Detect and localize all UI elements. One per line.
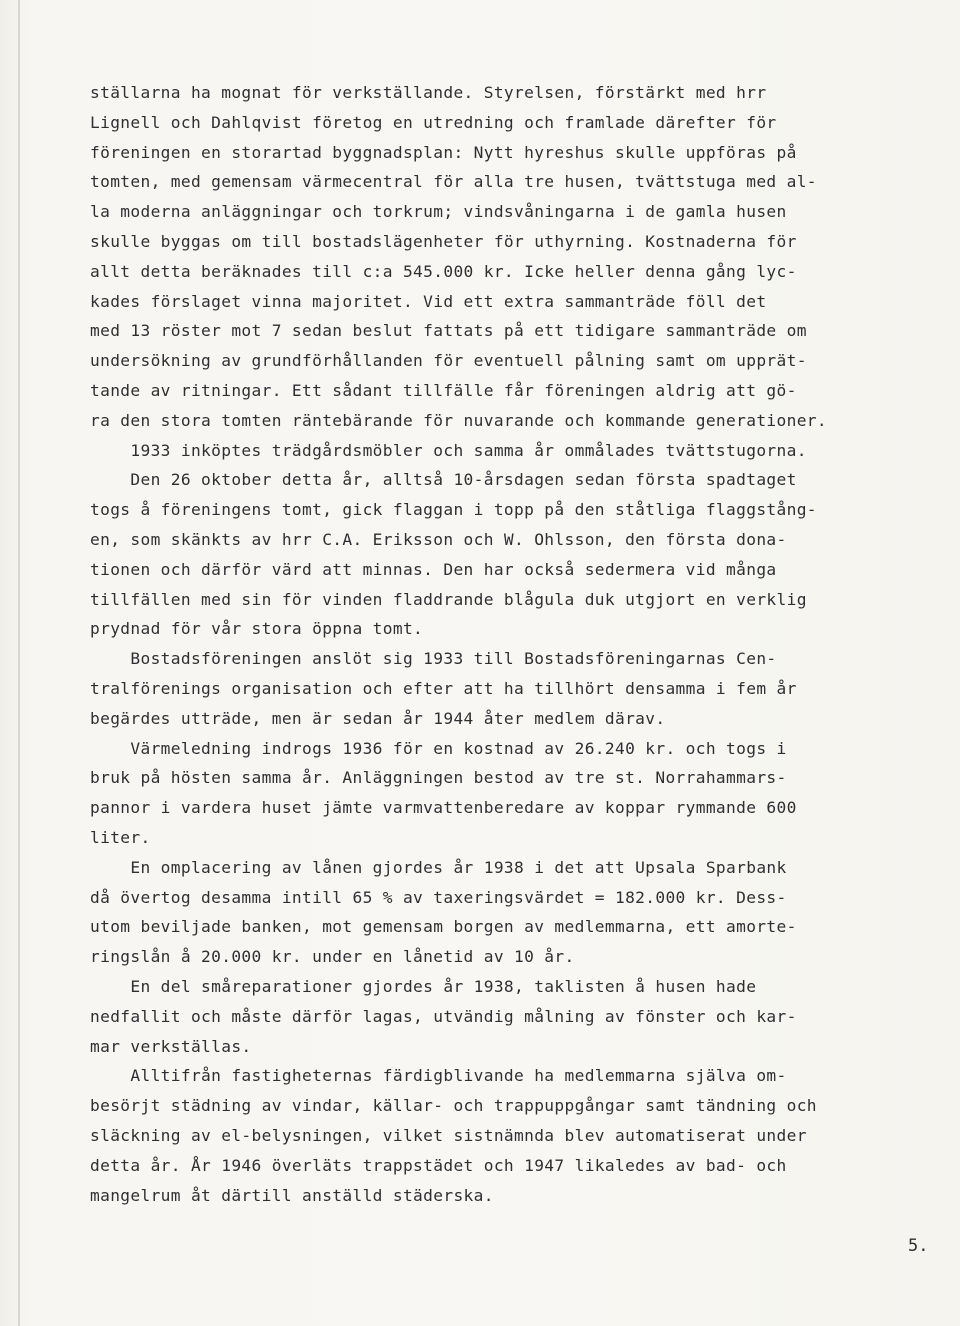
text-line: en, som skänkts av hrr C.A. Eriksson och W. Ohlsson, den första dona- [90, 530, 787, 549]
text-line: ringslån å 20.000 kr. under en lånetid av 10 år. [90, 947, 575, 967]
text-line: mar verkställas. [90, 1036, 252, 1056]
text-line: mangelrum åt därtill anställd städerska. [90, 1185, 494, 1205]
text-line: släckning av el-belysningen, vilket sistnämnda blev automatiserat under [90, 1126, 807, 1145]
text-line: tralförenings organisation och efter att ha tillhört densamma i fem år [90, 679, 797, 698]
text-line: prydnad för vår stora öppna tomt. [90, 619, 424, 639]
text-line: undersökning av grundförhållanden för eventuell pålning samt om upprät- [90, 351, 807, 371]
text-line: skulle byggas om till bostadslägenheter för uthyrning. Kostnaderna för [90, 232, 797, 251]
text-line: begärdes utträde, men är sedan år 1944 åter medlem därav. [90, 708, 666, 728]
text-line: Bostadsföreningen anslöt sig 1933 till Bostadsföreningarnas Cen- [90, 649, 777, 669]
text-line: föreningen en storartad byggnadsplan: Nytt hyreshus skulle uppföras på [90, 142, 797, 162]
text-line: detta år. År 1946 överläts trappstädet och 1947 likaledes av bad- och [90, 1155, 787, 1175]
text-line: nedfallit och måste därför lagas, utvändig målning av fönster och kar- [90, 1006, 797, 1026]
text-line: allt detta beräknades till c:a 545.000 kr. Icke heller denna gång lyc- [90, 261, 797, 281]
text-line: En omplacering av lånen gjordes år 1938 i det att Upsala Sparbank [90, 857, 787, 877]
text-line: ra den stora tomten räntebärande för nuvarande och kommande generationer. [90, 410, 827, 430]
text-line: då övertog desamma intill 65 % av taxeringsvärdet = 182.000 kr. Dess- [90, 887, 787, 907]
text-line: kades förslaget vinna majoritet. Vid ett extra sammanträde föll det [90, 291, 767, 311]
text-line: tomten, med gemensam värmecentral för alla tre husen, tvättstuga med al- [90, 172, 817, 192]
text-line: 1933 inköptes trädgårdsmöbler och samma år ommålades tvättstugorna. [90, 440, 807, 460]
text-line: Den 26 oktober detta år, alltså 10-årsdagen sedan första spadtaget [90, 470, 797, 490]
text-line: Värmeledning indrogs 1936 för en kostnad av 26.240 kr. och togs i [90, 738, 787, 758]
text-line: utom beviljade banken, mot gemensam borgen av medlemmarna, ett amorte- [90, 917, 797, 937]
text-line: liter. [90, 828, 151, 847]
text-line: Lignell och Dahlqvist företog en utredning och framlade därefter för [90, 112, 777, 132]
text-line: tande av ritningar. Ett sådant tillfälle får föreningen aldrig att gö- [90, 381, 797, 400]
text-line: med 13 röster mot 7 sedan beslut fattats på ett tidigare sammanträde om [90, 321, 807, 341]
page-number: 5. [908, 1236, 929, 1256]
text-line: la moderna anläggningar och torkrum; vindsvåningarna i de gamla husen [90, 202, 787, 222]
text-line: tillfällen med sin för vinden fladdrande blågula duk utgjort en verklig [90, 589, 807, 609]
text-line: tionen och därför värd att minnas. Den har också sedermera vid många [90, 559, 777, 579]
text-line: bruk på hösten samma år. Anläggningen bestod av tre st. Norrahammars- [90, 768, 787, 788]
page-edge-shadow [18, 0, 20, 1326]
text-line: En del småreparationer gjordes år 1938, taklisten å husen hade [90, 977, 757, 996]
text-line: pannor i vardera huset jämte varmvattenberedare av koppar rymmande 600 [90, 798, 797, 818]
text-line: besörjt städning av vindar, källar- och trappuppgångar samt tändning och [90, 1096, 817, 1116]
text-line: ställarna ha mognat för verkställande. Styrelsen, förstärkt med hrr [90, 83, 767, 102]
text-line: togs å föreningens tomt, gick flaggan i topp på den ståtliga flaggstång- [90, 500, 817, 520]
text-line: Alltifrån fastigheternas färdigblivande ha medlemmarna själva om- [90, 1066, 787, 1086]
